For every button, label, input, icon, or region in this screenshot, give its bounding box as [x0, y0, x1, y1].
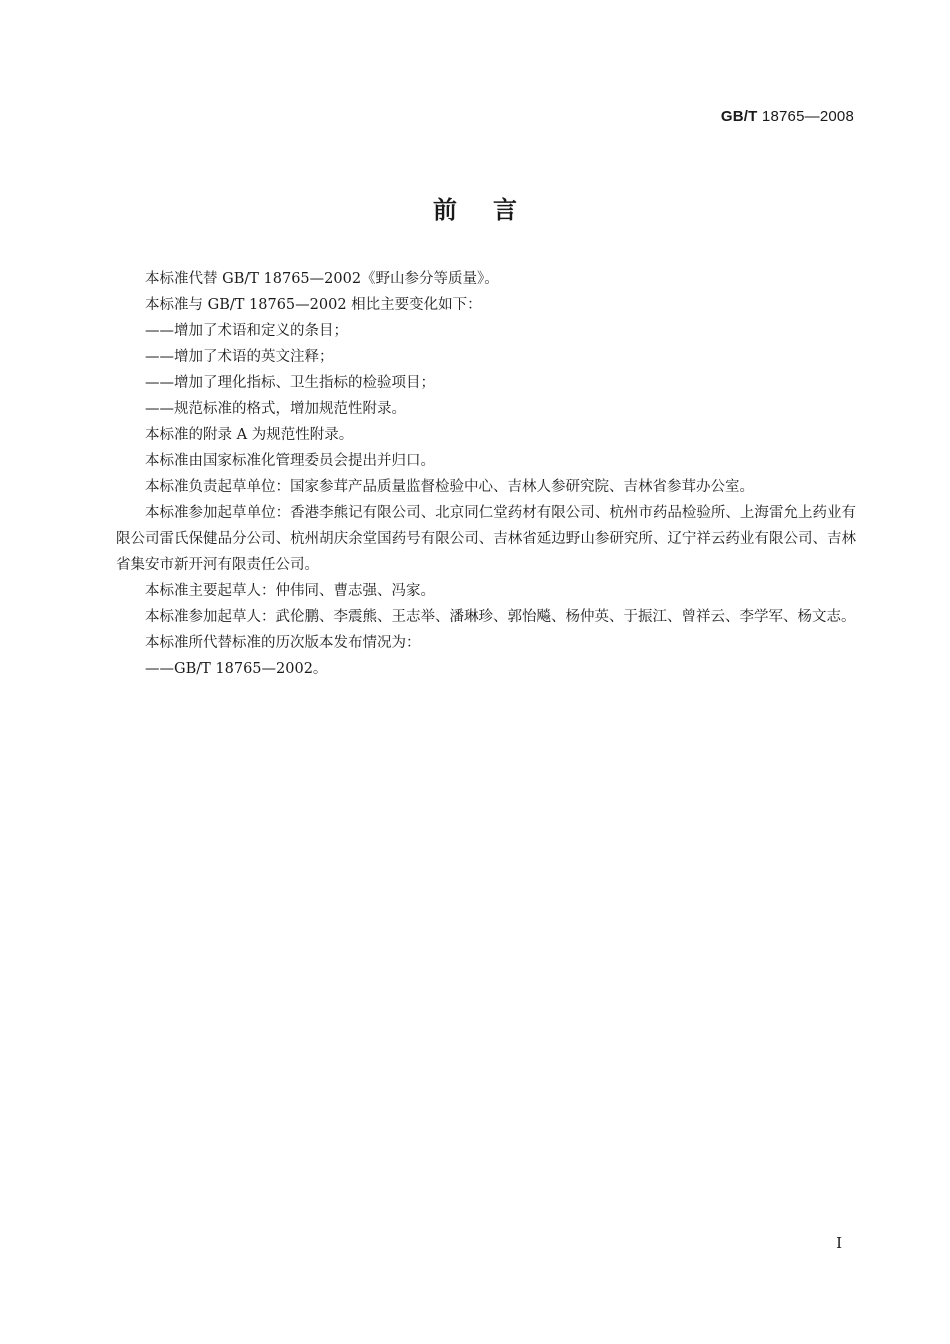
paragraph-annex: 本标准的附录 A 为规范性附录。 — [145, 427, 354, 443]
paragraph-participating-units: 本标准参加起草单位：香港李熊记有限公司、北京同仁堂药材有限公司、杭州市药品检验所、上海雷允上药业有限公司雷氏保健品分公司、杭州胡庆余堂国药号有限公司、吉林省延边野山参研究所、辽宁祥云药业有限公司、吉林省集安市新开河有限责任公司。 — [116, 505, 856, 573]
standard-prefix: GB/T — [720, 108, 758, 125]
paragraph-previous-editions: 本标准所代替标准的历次版本发布情况为： — [145, 635, 421, 651]
list-item-change: ——增加了术语和定义的条目； — [145, 323, 348, 339]
page-title: 前言 — [433, 196, 553, 224]
list-item-change: ——增加了理化指标、卫生指标的检验项目； — [145, 375, 435, 391]
list-item-previous-edition: ——GB/T 18765—2002。 — [145, 661, 328, 677]
paragraph-replaces: 本标准代替 GB/T 18765—2002《野山参分等质量》。 — [145, 271, 499, 287]
list-item-change: ——规范标准的格式，增加规范性附录。 — [145, 401, 406, 417]
paragraph-proposed-by: 本标准由国家标准化管理委员会提出并归口。 — [145, 453, 435, 469]
paragraph-main-drafters: 本标准主要起草人：仲伟同、曹志强、冯家。 — [145, 583, 435, 599]
foreword-body — [116, 266, 856, 682]
standard-number: 18765—2008 — [761, 108, 854, 125]
standard-code — [721, 108, 854, 125]
page-number: I — [836, 1234, 842, 1252]
paragraph-drafting-unit: 本标准负责起草单位：国家参茸产品质量监督检验中心、吉林人参研究院、吉林省参茸办公室。 — [145, 479, 754, 495]
paragraph-changes-intro: 本标准与 GB/T 18765—2002 相比主要变化如下： — [145, 297, 482, 313]
paragraph-participating-drafters: 本标准参加起草人：武伦鹏、李震熊、王志举、潘琳珍、郭怡飚、杨仲英、于振江、曾祥云、李学军、杨文志。 — [145, 609, 856, 625]
list-item-change: ——增加了术语的英文注释； — [145, 349, 334, 365]
